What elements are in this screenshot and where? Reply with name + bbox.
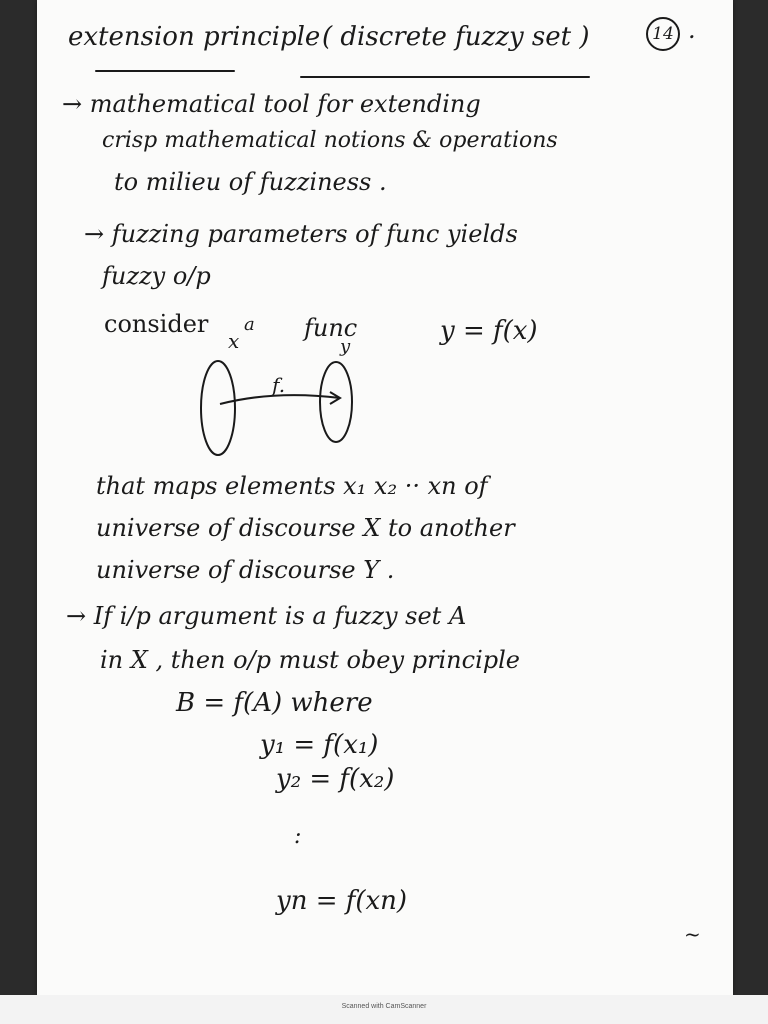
line-fuzzy-output: fuzzy o/p (102, 262, 211, 290)
line-consider-func: func (304, 314, 358, 342)
line-if-input-fuzzy: → If i/p argument is a fuzzy set A (66, 602, 467, 630)
equation-ellipsis: : (294, 824, 302, 849)
function-equation: y = f(x) (440, 316, 538, 346)
equation-b-fa: B = f(A) where (176, 688, 373, 718)
equation-y2: y₂ = f(x₂) (276, 764, 395, 794)
diagram-label-x: x (228, 329, 240, 353)
scanner-watermark: Scanned with CamScanner (341, 1003, 427, 1010)
page-number: 14 (646, 17, 680, 51)
equation-yn: yn = f(xn) (276, 886, 408, 916)
title-right: ( discrete fuzzy set ) (322, 22, 590, 52)
diagram-label-y: y (340, 336, 351, 357)
line-universe-x: universe of discourse X to another (96, 514, 515, 542)
range-set-oval (320, 362, 352, 442)
line-universe-y: universe of discourse Y . (96, 556, 395, 584)
diagram-label-f: f. (272, 373, 286, 397)
line-output-principle: in X , then o/p must obey principle (100, 646, 520, 674)
equation-y1: y₁ = f(x₁) (260, 730, 379, 760)
title-right-underline (300, 76, 590, 78)
title-left-underline (95, 70, 235, 72)
line-consider: consider (104, 310, 209, 338)
line-maps-elements: that maps elements x₁ x₂ ·· xn of (96, 472, 488, 500)
line-crisp-notions: crisp mathematical notions & operations (102, 128, 558, 153)
line-milieu: to milieu of fuzziness . (114, 168, 387, 196)
domain-set-oval (201, 361, 235, 455)
mapping-diagram (190, 314, 380, 468)
corner-mark: . (688, 16, 696, 44)
line-fuzzing-parameters: → fuzzing parameters of func yields (84, 220, 518, 248)
corner-tilde: ~ (684, 922, 701, 946)
line-mathematical-tool: → mathematical tool for extending (62, 90, 481, 118)
line-consider-a: a (244, 314, 255, 335)
title-left: extension principle (68, 22, 321, 52)
